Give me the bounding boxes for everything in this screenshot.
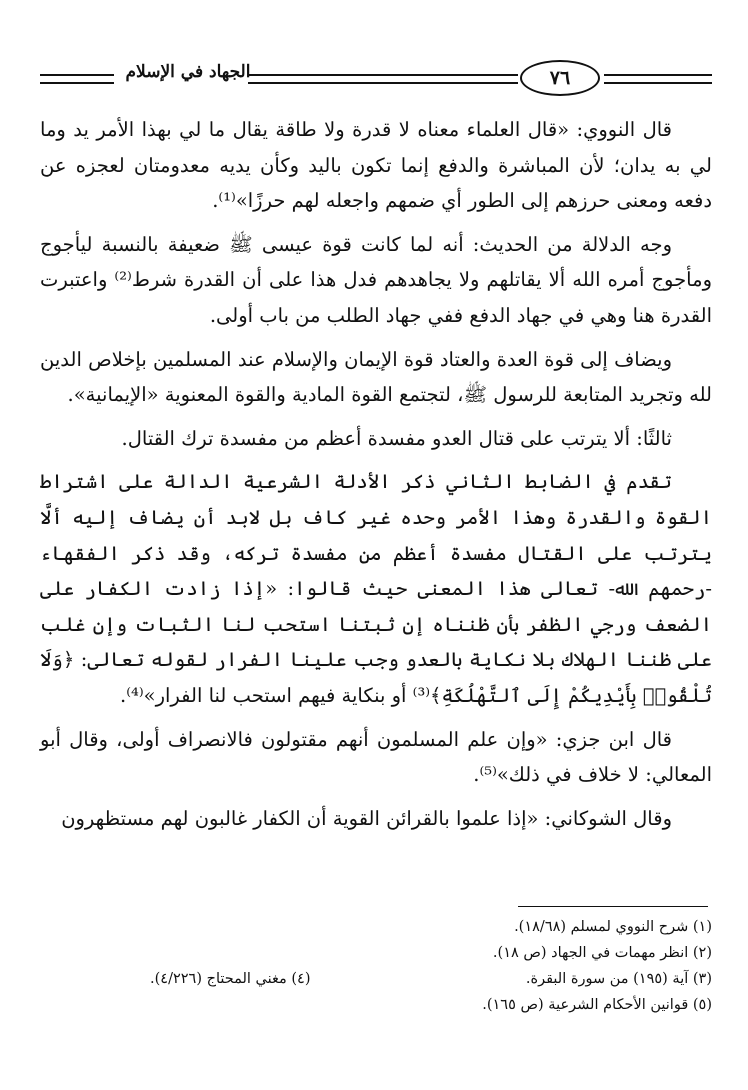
book-title: الجهاد في الإسلام: [125, 62, 251, 82]
paragraph-shawkani-quote: وقال الشوكاني: «إذا علموا بالقرائن القوية أن الكفار غالبون لهم مستظهرون: [61, 806, 672, 830]
footnote-5: (٥) قوانين الأحكام الشرعية (ص ١٦٥).: [482, 997, 712, 1013]
page-header: [40, 58, 712, 98]
paragraph-faith-strength: ويضاف إلى قوة العدة والعتاد قوة الإيمان والإسلام عند المسلمين بإخلاص الدين لله وتجريد المتابعة للرسول ﷺ، لتجتمع القوة المادية والقوة المعنوية «الإيمانية».: [40, 347, 712, 407]
footnote-3: (٣) آية (١٩٥) من سورة البقرة.: [525, 971, 712, 987]
footnotes: [40, 914, 712, 1018]
paragraph-hadith-evidence: وجه الدلالة من الحديث: أنه لما كانت قوة عيسى ﷺ ضعيفة بالنسبة ليأجوج ومأجوج أمره الله ألا يقاتلهم ولا يجاهدهم فدل هذا على أن القدرة شرط⁽²⁾ واعتبرت القدرة هنا وهي في جهاد الدفع ففي جهاد الطلب من باب أولى.: [40, 232, 712, 327]
header-rule-right: [604, 74, 712, 84]
page-number: ٧٦: [520, 60, 600, 96]
header-rule-middle: [248, 74, 518, 84]
paragraph-third-condition: ثالثًا: ألا يترتب على قتال العدو مفسدة أعظم من مفسدة ترك القتال.: [121, 426, 672, 450]
paragraph-nawawi-quote: قال النووي: «قال العلماء معناه لا قدرة ولا طاقة يقال ما لي بهذا الأمر يد وما لي به يدان؛ لأن المباشرة والدفع إنما تكون باليد وكأن يديه معدومتان لعجزه عن دفعه ومعنى حرزهم إلى الطور أي ضمهم واجعله لهم حرزًا»⁽¹⁾.: [40, 118, 712, 213]
footnote-4: (٤) مغني المحتاج (٤/٢٢٦).: [150, 971, 311, 987]
paragraph-ibn-juzay-quote: قال ابن جزي: «وإن علم المسلمون أنهم مقتولون فالانصراف أولى، وقال أبو المعالي: لا خلاف في ذلك»⁽⁵⁾.: [40, 727, 712, 787]
footnote-separator: [518, 906, 708, 907]
footnote-2: (٢) انظر مهمات في الجهاد (ص ١٨).: [492, 945, 712, 961]
header-rule-left: [40, 74, 114, 84]
main-text: [40, 112, 712, 836]
paragraph-fuqaha-quote: تقدم في الضابط الثاني ذكر الأدلة الشرعية الدالة على اشتراط القوة والقدرة وهذا الأمر وحده غير كاف بل لابد أن يضاف إليه ألَّا يترتب على القتال مفسدة أعظم من مفسدة تركه، وقد ذكر الفقهاء -رحمهم الله- تعالى هذا المعنى حيث قالوا: «إذا زادت الكفار على الضعف ورجي الظفر بأن ظنناه إن ثبتنا استحب لنا الثبات وإن غلب على ظننا الهلاك بلا نكاية بالعدو وجب علينا الفرار لقوله تعالى: ﴿وَلَا تُلْقُوا۟ بِأَيْدِيكُمْ إِلَى ٱلتَّهْلُكَةِ﴾⁽³⁾ أو بنكاية فيهم استحب لنا الفرار»⁽⁴⁾.: [40, 470, 712, 707]
footnote-1: (١) شرح النووي لمسلم (١٨/٦٨).: [514, 919, 712, 935]
